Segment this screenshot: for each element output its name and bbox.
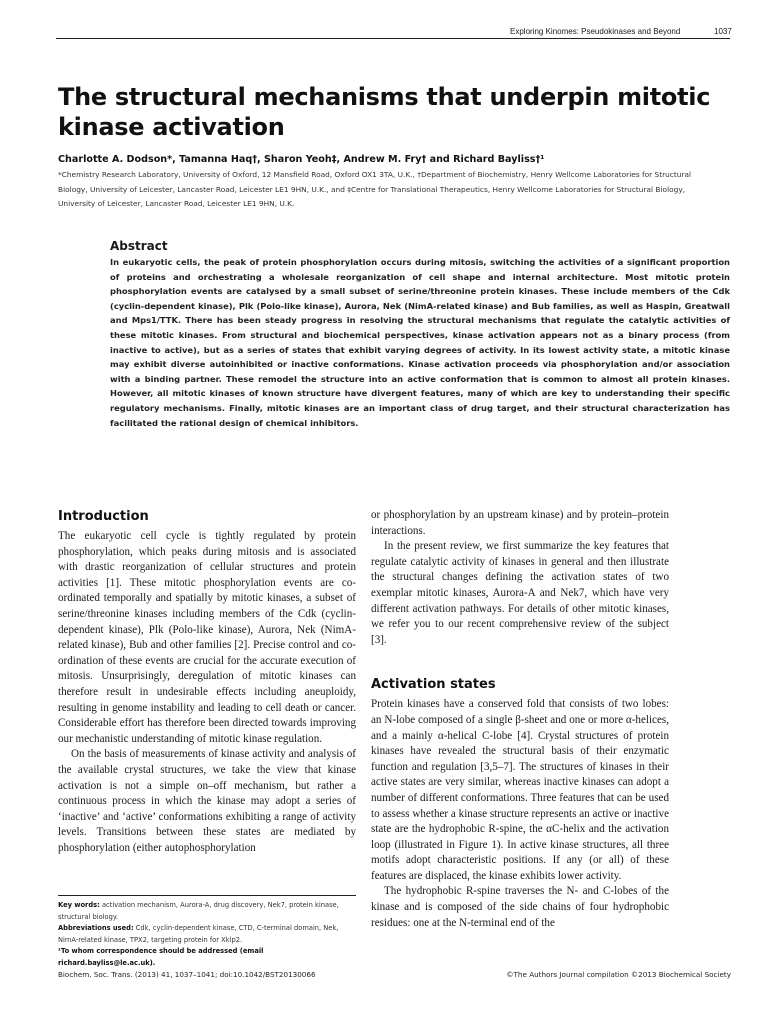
footnotes	[58, 895, 356, 969]
introduction-paragraph-1: The eukaryotic cell cycle is tightly regulated by protein phosphorylation, which peaks during mitosis and is associated with drastic reorganization of cellular structures and protein activities [1]. These mitotic phosphorylation events are co-ordinated temporally and spatially by mitotic kinases, a subset of serine/threonine kinases including members of the Cdk (cyclin-dependent kinase), Plk (Polo-like kinase), Aurora, Nek (NimA-related kinase), Bub and other families [2]. Precise control and co-ordination of these events are crucial for the accurate execution of mitosis. Unsurprisingly, deregulation of mitotic kinases can therefore result in undesirable effects including aneuploidy, resulting in genome instability and leading to cell death or cancer. Considerable effort has therefore been directed towards improving our mechanistic understanding of mitotic kinase regulation.	[58, 530, 356, 745]
author-list: Charlotte A. Dodson*, Tamanna Haq†, Sharon Yeoh‡, Andrew M. Fry† and Richard Bayliss†¹	[58, 154, 545, 165]
abbreviations-label: Abbreviations used:	[58, 924, 134, 932]
citation-footer: Biochem. Soc. Trans. (2013) 41, 1037–1041; doi:10.1042/BST20130066	[58, 970, 316, 979]
correspondence-footnote	[58, 946, 356, 969]
right-column	[371, 508, 669, 931]
copyright-footer: ©The Authors Journal compilation ©2013 Biochemical Society	[506, 970, 731, 979]
activation-states-paragraph-2: The hydrophobic R-spine traverses the N- and C-lobes of the kinase and is composed of the side chains of four hydrophobic residues: one at the N-terminal end of the	[371, 885, 669, 929]
keywords-footnote	[58, 900, 356, 923]
abstract-heading: Abstract	[110, 239, 168, 253]
activation-states-heading: Activation states	[371, 677, 496, 693]
activation-states-paragraph-1: Protein kinases have a conserved fold that consists of two lobes: an N-lobe composed of a single β-sheet and one or more α-helices, and a mainly α-helical C-lobe [4]. Crystal structures of protein kinases have revealed the structural basis of their enzymatic function and regulation [3,5–7]. The structures of kinases in their active states are very similar, whereas inactive kinases can adopt a number of different conformations. Three features that can be used to assess whether a kinase structure represents an active or inactive state are the hydrophobic R-spine, the αC-helix and the activation loop (illustrated in Figure 1). In active kinase structures, all three motifs adopt characteristic positions. If any (or all) of these features are displaced, the kinase exhibits lower activity.	[371, 698, 669, 882]
running-title: Exploring Kinomes: Pseudokinases and Beyond	[510, 27, 681, 36]
introduction-paragraph-2: On the basis of measurements of kinase activity and analysis of the available crystal structures, we take the view that kinase activation is not a simple on–off mechanism, but rather a continuous process in which the kinase may adopt a series of ‘inactive’ and ‘active’ conformations exhibiting a range of activity levels. Transitions between these states are mediated by phosphorylation (either autophosphorylation	[58, 748, 356, 854]
abbreviations-text: Cdk, cyclin-dependent kinase, CTD, C-terminal domain, Nek, NimA-related kinase, TPX2, targeting protein for Xklp2.	[58, 924, 339, 944]
left-column	[58, 508, 356, 856]
introduction-heading: Introduction	[58, 509, 149, 524]
correspondence-text: ¹To whom correspondence should be addressed (email richard.bayliss@le.ac.uk).	[58, 947, 264, 967]
introduction-paragraph-2-continued: or phosphorylation by an upstream kinase) and by protein–protein interactions.	[371, 509, 669, 537]
article-title: The structural mechanisms that underpin mitotic kinase activation	[58, 83, 711, 141]
keywords-text: activation mechanism, Aurora-A, drug discovery, Nek7, protein kinase, structural biology.	[58, 901, 339, 921]
abstract-text: In eukaryotic cells, the peak of protein phosphorylation occurs during mitosis, switching the activities of a significant proportion of proteins and orchestrating a wholesale reorganization of cell shape and internal architecture. Most mitotic protein phosphorylation events are catalysed by a small subset of serine/threonine protein kinases. These include members of the Cdk (cyclin-dependent kinase), Plk (Polo-like kinase), Aurora, Nek (NimA-related kinase) and Bub families, as well as Haspin, Greatwall and Mps1/TTK. There has been steady progress in resolving the structural mechanisms that regulate the catalytic activities of these mitotic kinases. From structural and biochemical perspectives, kinase activation appears not as a binary process (from inactive to active), but as a series of states that exhibit varying degrees of activity. In its lowest activity state, a mitotic kinase may exhibit diverse autoinhibited or inactive conformations. Kinase activation proceeds via phosphorylation and/or association with a binding partner. These remodel the structure into an active conformation that is common to almost all protein kinases. However, all mitotic kinases of known structure have divergent features, many of which are key to understanding their specific regulatory mechanisms. Finally, mitotic kinases are an important class of drug target, and their structural characterization has facilitated the rational design of chemical inhibitors.	[110, 257, 730, 428]
introduction-paragraph-3: In the present review, we first summarize the key features that regulate catalytic activity of kinases in general and then illustrate the structural changes defining the activation states of two exemplar mitotic kinases, Aurora-A and Nek7, which have very different activation pathways. For details of other mitotic kinases, we refer you to our recent comprehensive review of the subject [3].	[371, 540, 669, 646]
keywords-label: Key words:	[58, 901, 100, 909]
abbreviations-footnote	[58, 923, 356, 946]
affiliations: *Chemistry Research Laboratory, University of Oxford, 12 Mansfield Road, Oxford OX1 3TA, U.K., †Department of Biochemistry, Henry Wellcome Laboratories for Structural Biology, University of Leicester, Lancaster Road, Leicester LE1 9HN, U.K., and ‡Centre for Translational Therapeutics, Henry Wellcome Laboratories for Structural Biology, University of Leicester, Lancaster Road, Leicester LE1 9HN, U.K.	[58, 170, 692, 208]
abstract	[110, 238, 730, 430]
header-rule	[56, 38, 730, 39]
page-number: 1037	[714, 27, 732, 36]
